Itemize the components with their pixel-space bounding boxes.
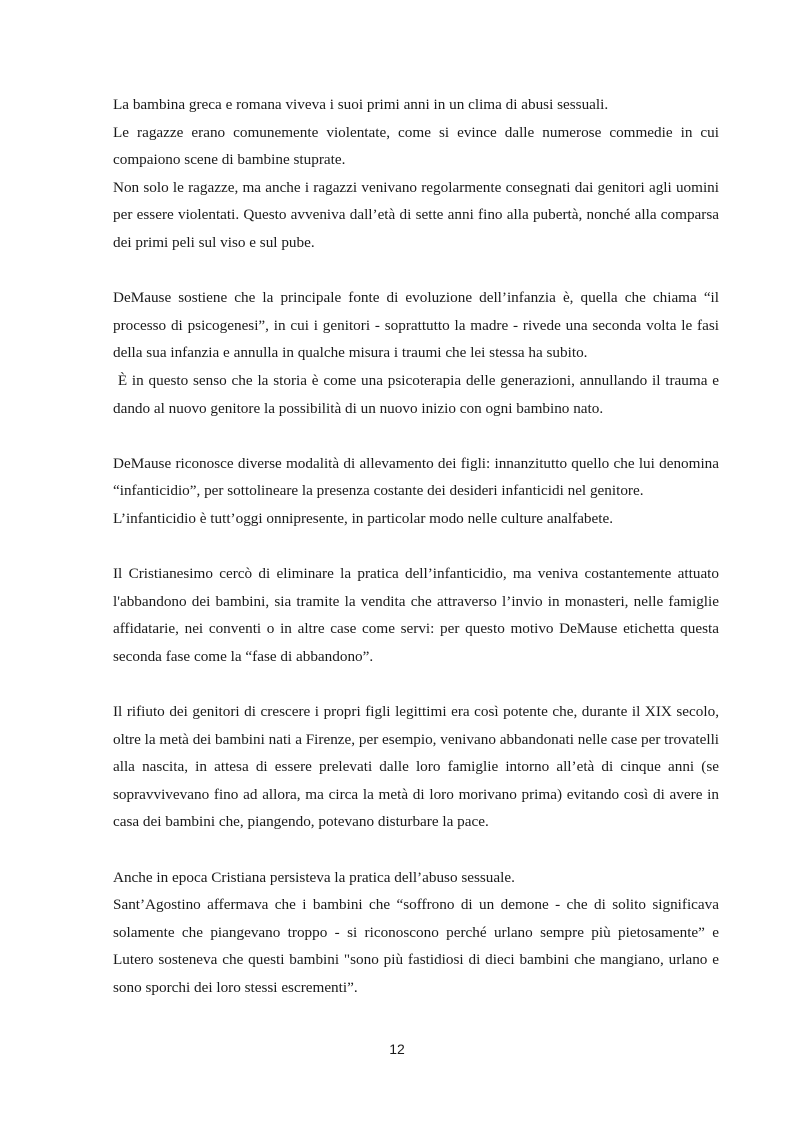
paragraph-line: Non solo le ragazze, ma anche i ragazzi venivano regolarmente consegnati dai genitori agli uomini per essere violentati. Questo avveniva dall’età di sette anni fino alla pubertà, nonché alla comparsa dei primi peli sul viso e sul pube. — [113, 178, 719, 251]
paragraph-line: DeMause sostiene che la principale fonte di evoluzione dell’infanzia è, quella che chiama “il processo di psicogenesi”, in cui i genitori - soprattutto la madre - rivede una seconda volta le fasi della sua infanzia e annulla in qualche misura i traumi che lei stessa ha subito. — [113, 289, 719, 362]
paragraph-infanticide-mode — [113, 450, 719, 533]
paragraph-line: Il rifiuto dei genitori di crescere i propri figli legittimi era così potente che, durante il XIX secolo, oltre la metà dei bambini nati a Firenze, per esempio, venivano abbandonati nelle case per trovatelli alla nascita, in attesa di essere prelevati dalle loro famiglie intorno all’età di cinque anni (se sopravvivevano fino ad allora, ma circa la metà di loro morivano prima) evitando così di avere in casa dei bambini che, piangendo, potevano disturbare la pace. — [113, 703, 720, 831]
paragraph-line: DeMause riconosce diverse modalità di allevamento dei figli: innanzitutto quello che lui denomina “infanticidio”, per sottolineare la presenza costante dei desideri infanticidi nel genitore. — [113, 454, 719, 500]
paragraph-demause-psychogenesis — [113, 284, 723, 422]
paragraph-line: L’infanticidio è tutt’oggi onnipresente, in particolar modo nelle culture analfabete. — [113, 509, 614, 527]
body-text — [113, 91, 723, 1029]
paragraph-florence-foundlings — [113, 698, 719, 836]
paragraph-line: La bambina greca e romana viveva i suoi primi anni in un clima di abusi sessuali. — [113, 96, 609, 113]
page-number: 12 — [389, 1041, 405, 1057]
paragraph-christianity-abandonment — [113, 560, 719, 670]
paragraph-line: Anche in epoca Cristiana persisteva la pratica dell’abuso sessuale. — [113, 868, 515, 886]
paragraph-line: Sant’Agostino affermava che i bambini che “soffrono di un demone - che di solito significava solamente che piangevano troppo - si riconoscono perché urlano sempre più pietosamente” e Lutero sosteneva che questi bambini "sono più fastidiosi di dieci bambini che mangiano, urlano e sono sporchi dei loro stessi escrementi”. — [113, 896, 719, 996]
paragraph-line: Le ragazze erano comunemente violentate, come si evince dalle numerose commedie in cui compaiono scene di bambine stuprate. — [113, 123, 719, 169]
paragraph-greek-roman-abuse — [113, 91, 719, 257]
paragraph-line: È in questo senso che la storia è come una psicoterapia delle generazioni, annullando il trauma e dando al nuovo genitore la possibilità di un nuovo inizio con ogni bambino nato. — [113, 371, 723, 417]
paragraph-line: Il Cristianesimo cercò di eliminare la pratica dell’infanticidio, ma veniva costantemente attuato l'abbandono dei bambini, sia tramite la vendita che attraverso l’invio in monasteri, nelle famiglie affidatarie, nei conventi o in altre case come servi: per questo motivo DeMause etichetta questa seconda fase come la “fase di abbandono”. — [113, 565, 719, 665]
paragraph-christian-era-abuse — [113, 864, 719, 1002]
